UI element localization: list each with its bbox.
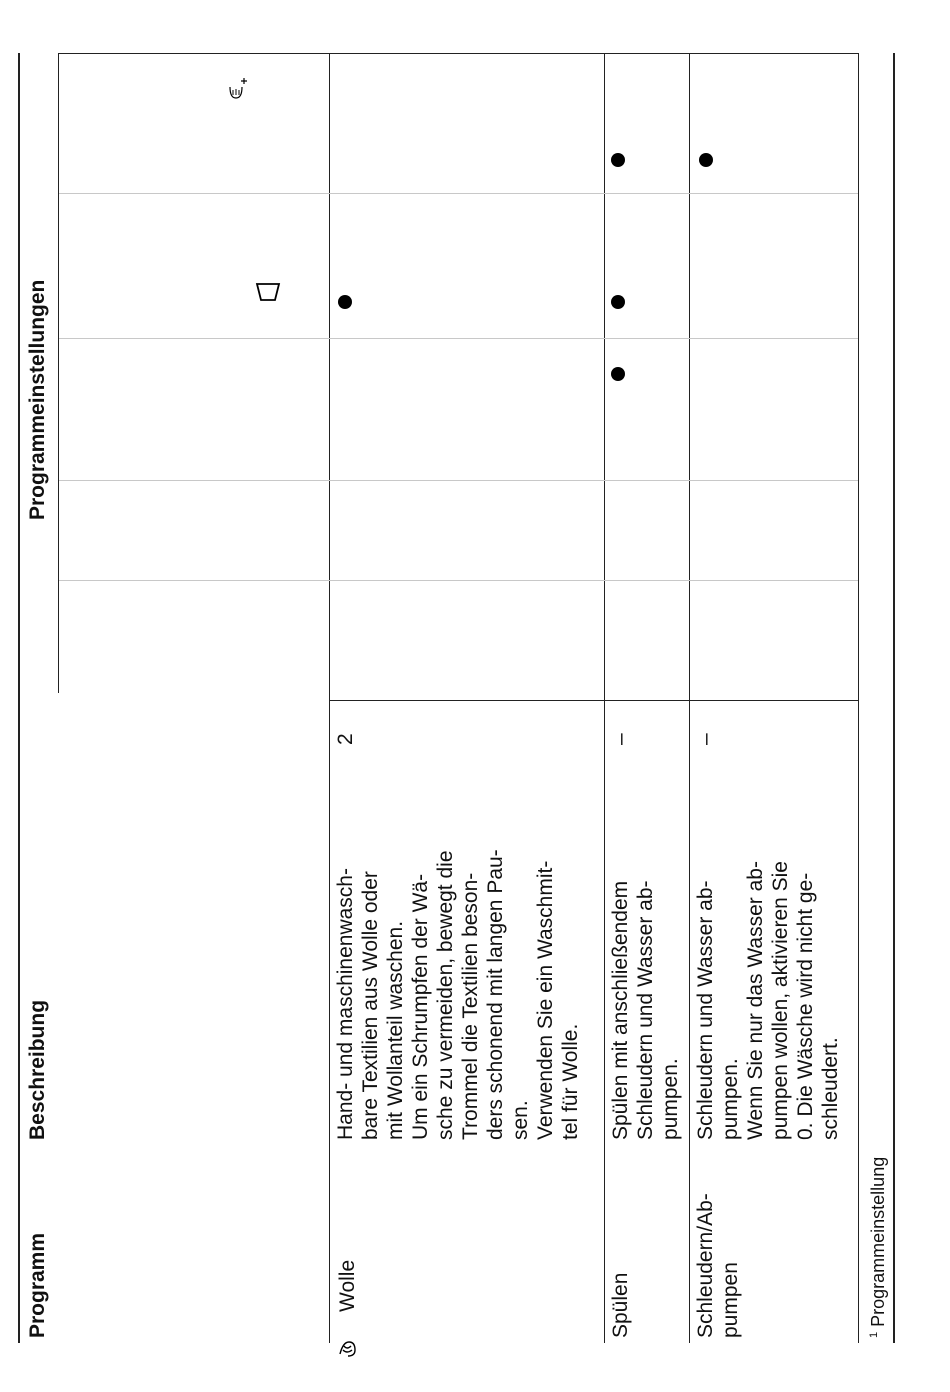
wolle-desc-line-3: mit Wollanteil waschen. (384, 920, 407, 1140)
spuelen-dot-2 (611, 295, 625, 309)
wolle-desc-line-8: sen. (509, 1100, 532, 1140)
wolle-desc-line-7: ders schonend mit langen Pau- (484, 849, 507, 1140)
faint-rule-4 (58, 580, 858, 581)
spuelen-dot-1 (611, 367, 625, 381)
wolle-setting-dot (338, 295, 352, 309)
wool-hand-icon (337, 1338, 359, 1360)
program-name-spuelen: Spülen (609, 1272, 632, 1338)
wolle-desc-line-1: Hand- und maschinenwasch- (334, 868, 357, 1140)
program-name-wolle: Wolle (336, 1259, 359, 1312)
schleudern-desc-line-4: pumpen wollen, aktivieren Sie (769, 861, 792, 1140)
wolle-desc-line-2: bare Textilien aus Wolle oder (359, 871, 382, 1140)
extra-rinse-icon (226, 78, 248, 102)
spuelen-desc-line-1: Spülen mit anschließendem (609, 880, 632, 1140)
program-name-schleudern-1: Schleudern/Ab- (694, 1193, 717, 1338)
footnote-marker: 1 (868, 1331, 880, 1338)
schleudern-dot (699, 153, 713, 167)
wolle-desc-line-5: sche zu vermeiden, bewegt die (434, 850, 457, 1140)
schleudern-desc-line-1: Schleudern und Wasser ab- (694, 880, 717, 1140)
drum-icon (255, 280, 281, 304)
faint-rule-2 (58, 338, 858, 339)
settings-header-bottom (58, 53, 858, 54)
schleudern-value: – (694, 733, 717, 745)
faint-rule-3 (58, 480, 858, 481)
header-programm: Programm (26, 1232, 49, 1338)
wolle-value: 2 (334, 733, 357, 745)
wolle-desc-line-9: Verwenden Sie ein Waschmit- (534, 860, 557, 1140)
table-bottom-rule (858, 53, 859, 1343)
wolle-desc-line-6: Trommel die Textilien beson- (459, 872, 482, 1140)
header-beschreibung: Beschreibung (26, 999, 49, 1140)
faint-rule-1 (58, 193, 858, 194)
footnote-text (862, 1157, 890, 1338)
spuelen-value: – (609, 733, 632, 745)
spuelen-dot-3 (611, 153, 625, 167)
program-name-schleudern-2: pumpen (719, 1262, 742, 1338)
schleudern-desc-line-6: schleudert. (819, 1037, 842, 1140)
spuelen-desc-line-2: Schleudern und Wasser ab- (634, 880, 657, 1140)
schleudern-desc-line-3: Wenn Sie nur das Wasser ab- (744, 861, 767, 1140)
header-divider (329, 53, 330, 1343)
description-settings-divider (329, 700, 858, 701)
settings-subheader-line (58, 53, 59, 693)
schleudern-desc-line-5: 0. Die Wäsche wird nicht ge- (794, 872, 817, 1140)
header-programmeinstellungen: Programmeinstellungen (26, 279, 49, 520)
footnote-rule (893, 53, 895, 1343)
footnote-label: Programmeinstellung (868, 1156, 888, 1327)
row-divider-1 (604, 53, 605, 1343)
wolle-desc-line-10: tel für Wolle. (559, 1023, 582, 1140)
spuelen-desc-line-3: pumpen. (659, 1058, 682, 1140)
table-top-rule (18, 53, 20, 1343)
row-divider-2 (689, 53, 690, 1343)
schleudern-desc-line-2: pumpen. (719, 1058, 742, 1140)
wolle-desc-line-4: Um ein Schrumpfen der Wä- (409, 873, 432, 1140)
